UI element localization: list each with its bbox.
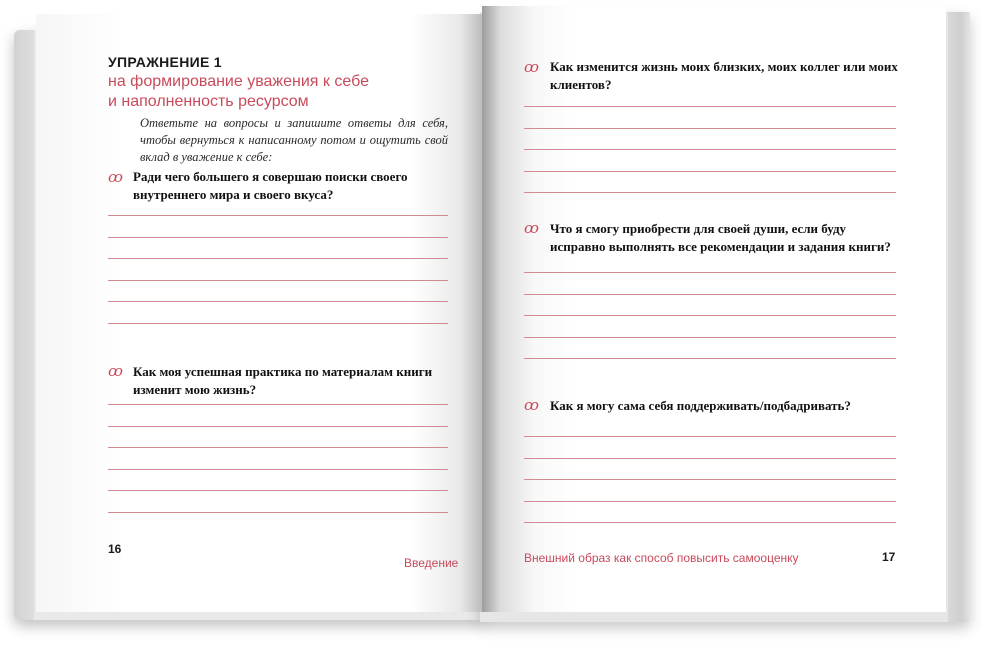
answer-lines xyxy=(524,272,896,380)
answer-line xyxy=(524,315,896,316)
question-text: Как моя успешная практика по материалам книги изменит мою жизнь? xyxy=(133,364,433,397)
question-ornament-icon: ꝏ xyxy=(108,362,123,380)
answer-line xyxy=(524,149,896,150)
exercise-subtitle-line2: и наполненность ресурсом xyxy=(108,93,309,110)
answer-line xyxy=(108,404,448,405)
answer-line xyxy=(108,215,448,216)
answer-line xyxy=(524,272,896,273)
page-number-right: 17 xyxy=(882,550,896,564)
answer-line xyxy=(524,501,896,502)
exercise-intro: Ответьте на вопросы и запишите ответы для себя, чтобы вернуться к написанному потом и ощутить свой вклад в уважение к себе: xyxy=(140,116,448,164)
answer-line xyxy=(524,106,896,107)
answer-lines xyxy=(524,106,896,214)
answer-line xyxy=(524,171,896,172)
answer-line xyxy=(108,512,448,513)
question-text: Что я смогу приобрести для своей души, если буду исправно выполнять все рекомендации и задания книги? xyxy=(550,221,891,254)
question-ornament-icon: ꝏ xyxy=(108,168,123,186)
question-ornament-icon: ꝏ xyxy=(524,58,539,76)
answer-line xyxy=(108,258,448,259)
question-ornament-icon: ꝏ xyxy=(524,396,539,414)
answer-line xyxy=(524,337,896,338)
question-ornament-icon: ꝏ xyxy=(524,219,539,237)
answer-line xyxy=(108,237,448,238)
question-text: Ради чего большего я совершаю поиски своего внутреннего мира и своего вкуса? xyxy=(133,169,408,202)
running-footer-right: Внешний образ как способ повысить самооценку xyxy=(524,551,799,565)
answer-line xyxy=(108,490,448,491)
answer-line xyxy=(108,447,448,448)
answer-line xyxy=(108,426,448,427)
answer-line xyxy=(524,522,896,523)
answer-line xyxy=(524,458,896,459)
answer-line xyxy=(108,323,448,324)
answer-line xyxy=(524,128,896,129)
answer-line xyxy=(524,436,896,437)
answer-line xyxy=(524,358,896,359)
answer-lines xyxy=(108,404,448,534)
running-footer-left: Введение xyxy=(404,556,459,570)
exercise-subtitle-line1: на формирование уважения к себе xyxy=(108,73,369,90)
question-text: Как изменится жизнь моих близких, моих коллег или моих клиентов? xyxy=(550,59,898,92)
answer-line xyxy=(524,479,896,480)
answer-line xyxy=(108,280,448,281)
exercise-title: УПРАЖНЕНИЕ 1 xyxy=(108,54,222,70)
answer-lines xyxy=(524,436,896,544)
question-text: Как я могу сама себя поддерживать/подбадривать? xyxy=(550,398,851,413)
book-cover-right-edge xyxy=(948,12,970,622)
page-number-left: 16 xyxy=(108,542,122,556)
answer-line xyxy=(524,192,896,193)
book-cover-left-edge xyxy=(14,30,34,620)
answer-line xyxy=(108,469,448,470)
answer-lines xyxy=(108,215,448,345)
answer-line xyxy=(108,301,448,302)
answer-line xyxy=(524,294,896,295)
